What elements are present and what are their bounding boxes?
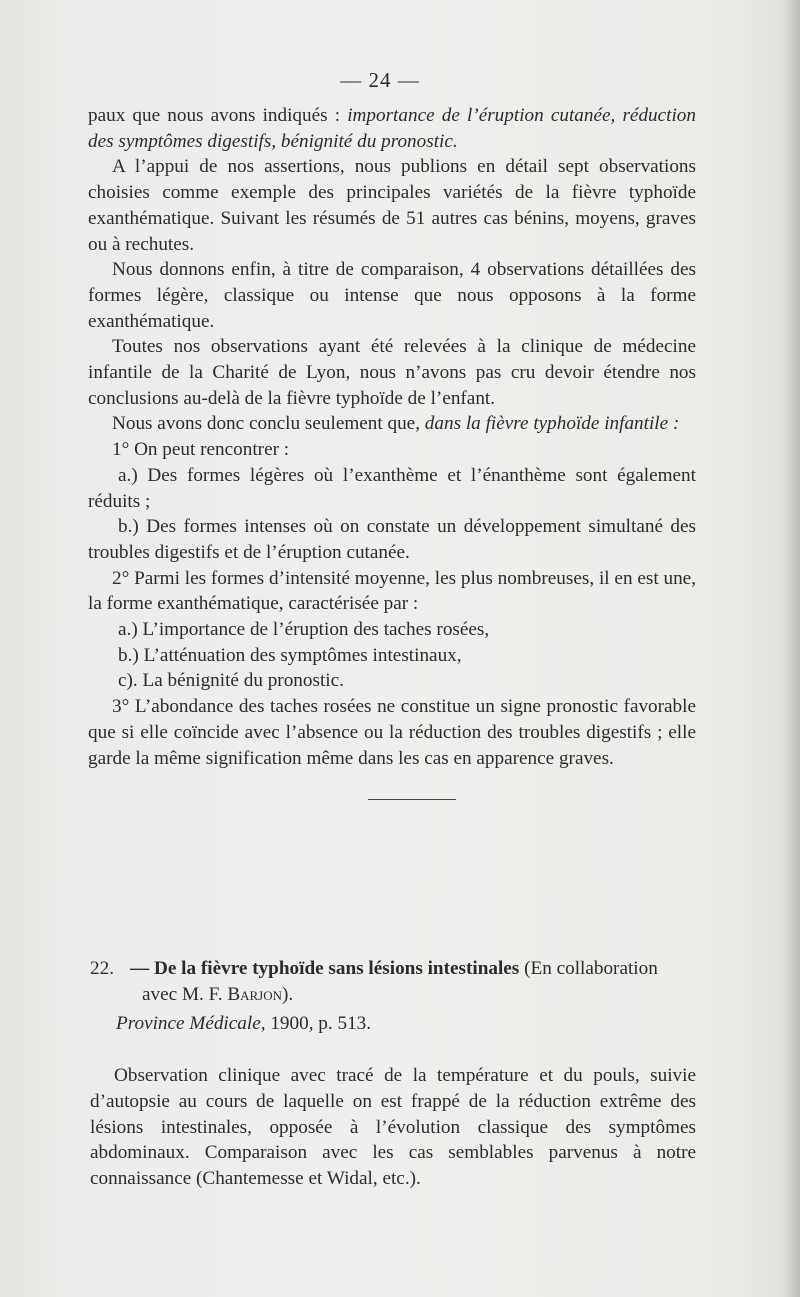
page-number: — 24 — <box>340 68 420 92</box>
bibliography-entry <box>90 956 696 1192</box>
section-divider <box>368 799 456 800</box>
collaborator-name: Barjon <box>227 983 283 1005</box>
main-text <box>88 103 696 800</box>
italic-conclusion: dans la fièvre typhoïde infantile : <box>424 413 680 435</box>
conclusion-2: 2° Parmi les formes d’intensité moyenne, les plus nombreuses, il en est une, la forme exanthématique, caractérisée par : <box>88 567 696 615</box>
page-edge-shadow <box>782 0 800 1297</box>
entry-title: De la fièvre typhoïde sans lésions intestinales <box>153 958 520 979</box>
italic-summary: importance de l’éruption cutanée, réduction des symptômes digestifs, bénignité du pronostic. <box>88 105 696 152</box>
paragraph-comparison: Nous donnons enfin, à titre de comparaison, 4 observations détaillées des formes légère, classique ou intense que nous opposons à la forme exanthématique. <box>88 259 696 332</box>
entry-number: 22. <box>90 958 114 979</box>
conclusion-1b: b.) Des formes intenses où on constate un développement simultané des troubles digestifs et de l’éruption cutanée. <box>88 516 696 563</box>
conclusion-1a: a.) Des formes légères où l’exanthème et l’énanthème sont également réduits ; <box>88 464 696 512</box>
paragraph-conclusion-intro: Nous avons donc conclu seulement que, dans la fièvre typhoïde infantile : <box>112 413 680 435</box>
journal-name: Province Médicale <box>116 1013 261 1035</box>
conclusion-2a: a.) L’importance de l’éruption des taches rosées, <box>118 619 490 641</box>
paragraph-clinic: Toutes nos observations ayant été relevées à la clinique de médecine infantile de la Charité de Lyon, nous n’avons pas cru devoir étendre nos conclusions au-delà de la fièvre typhoïde de l’enfant. <box>88 336 696 409</box>
entry-citation: Province Médicale, 1900, p. 513. <box>116 1013 372 1035</box>
conclusion-1: 1° On peut rencontrer : <box>112 439 290 461</box>
entry-heading: 22. — De la fièvre typhoïde sans lésions intestinales (En collaboration avec M. F. Barjon). <box>90 958 658 1005</box>
conclusion-2c: c). La bénignité du pronostic. <box>118 670 344 692</box>
conclusion-2b: b.) L’atténuation des symptômes intestinaux, <box>118 644 462 666</box>
entry-abstract: Observation clinique avec tracé de la température et du pouls, suivie d’autopsie au cours de laquelle on est frappé de la réduction extrême des lésions intestinales, opposée à l’évolution classique des symptômes abdominaux. Comparaison avec les cas semblables parvenus à notre connaissance (Chantemesse et Widal, etc.). <box>90 1065 696 1189</box>
conclusion-3: 3° L’abondance des taches rosées ne constitue un signe pronostic favorable que si elle coïncide avec l’absence ou la réduction des troubles digestifs ; elle garde la même signification même dans les cas en apparence graves. <box>88 696 696 769</box>
paragraph-observations: A l’appui de nos assertions, nous publions en détail sept observations choisies comme exemple des principales variétés de la fièvre typhoïde exanthématique. Suivant les résumés de 51 autres cas bénins, moyens, graves ou à rechutes. <box>88 156 696 255</box>
paragraph-continued: paux que nous avons indiqués : importance de l’éruption cutanée, réduction des symptômes digestifs, bénignité du pronostic. <box>88 105 696 152</box>
